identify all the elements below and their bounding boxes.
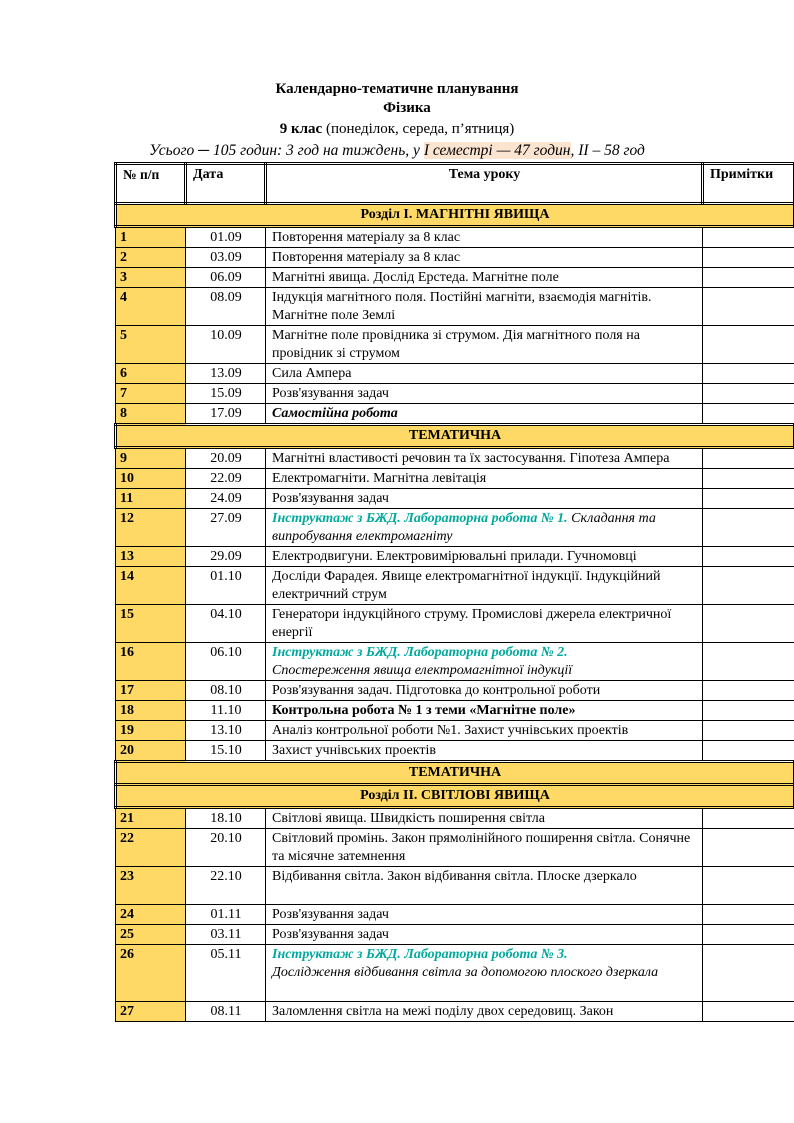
- lesson-date: 08.10: [186, 681, 266, 701]
- lesson-notes: [703, 905, 794, 925]
- section-thematic: ТЕМАТИЧНА: [116, 762, 794, 785]
- table-row: [116, 741, 794, 762]
- lab-topic: Дослідження відбивання світла за допомогою плоского дзеркала: [272, 965, 659, 980]
- lesson-number: 3: [116, 268, 186, 288]
- table-row: [116, 326, 794, 364]
- plan-table: [114, 162, 794, 1022]
- table-row: [116, 721, 794, 741]
- lesson-notes: [703, 268, 794, 288]
- hours-summary: [0, 142, 794, 160]
- lesson-date: 03.09: [186, 248, 266, 268]
- table-header-row: [116, 164, 794, 204]
- lab-topic: Спостереження явища електромагнітної індукції: [272, 663, 573, 678]
- lesson-topic: Електромагніти. Магнітна левітація: [266, 469, 703, 489]
- table-row: [116, 248, 794, 268]
- lesson-number: 12: [116, 509, 186, 547]
- lesson-notes: [703, 364, 794, 384]
- lesson-number: 17: [116, 681, 186, 701]
- lesson-number: 1: [116, 227, 186, 248]
- lesson-date: 01.10: [186, 567, 266, 605]
- table-row: [116, 404, 794, 425]
- lesson-topic: Досліди Фарадея. Явище електромагнітної індукції. Індукційний електричний струм: [266, 567, 703, 605]
- lesson-topic: [266, 945, 703, 1002]
- lesson-topic: Світловий промінь. Закон прямолінійного поширення світла. Сонячне та місячне затемнення: [266, 829, 703, 867]
- lesson-topic: Розв'язування задач: [266, 384, 703, 404]
- lesson-date: 22.10: [186, 867, 266, 905]
- lesson-number: 16: [116, 643, 186, 681]
- lesson-notes: [703, 741, 794, 762]
- lesson-date: 13.10: [186, 721, 266, 741]
- lesson-notes: [703, 326, 794, 364]
- table-row: [116, 547, 794, 567]
- lesson-topic: Контрольна робота № 1 з теми «Магнітне поле»: [266, 701, 703, 721]
- table-row: [116, 681, 794, 701]
- section-magnetic: Розділ І. МАГНІТНІ ЯВИЩА: [116, 204, 794, 227]
- lesson-notes: [703, 643, 794, 681]
- lesson-number: 15: [116, 605, 186, 643]
- lesson-number: 4: [116, 288, 186, 326]
- table-row: [116, 701, 794, 721]
- table-row: [116, 867, 794, 905]
- table-row: [116, 227, 794, 248]
- lesson-topic: Сила Ампера: [266, 364, 703, 384]
- lesson-notes: [703, 1002, 794, 1022]
- lab-topic: Складання та випробування електромагніту: [272, 511, 656, 544]
- lesson-date: 11.10: [186, 701, 266, 721]
- table-row: [116, 288, 794, 326]
- lesson-date: 01.11: [186, 905, 266, 925]
- lesson-number: 27: [116, 1002, 186, 1022]
- lesson-number: 10: [116, 469, 186, 489]
- table-row: [116, 489, 794, 509]
- lesson-notes: [703, 867, 794, 905]
- lesson-topic: Повторення матеріалу за 8 клас: [266, 227, 703, 248]
- lesson-topic: Магнітні властивості речовин та їх застосування. Гіпотеза Ампера: [266, 448, 703, 469]
- lesson-number: 14: [116, 567, 186, 605]
- header-date: Дата: [186, 164, 266, 204]
- lesson-topic: Світлові явища. Швидкість поширення світла: [266, 808, 703, 829]
- lesson-notes: [703, 248, 794, 268]
- table-row: [116, 945, 794, 1002]
- lesson-date: 27.09: [186, 509, 266, 547]
- grade: 9 клас: [279, 121, 323, 137]
- section-row: [116, 762, 794, 785]
- lesson-topic: [266, 643, 703, 681]
- lesson-number: 18: [116, 701, 186, 721]
- lesson-date: 20.09: [186, 448, 266, 469]
- table-row: [116, 268, 794, 288]
- lesson-topic: [266, 509, 703, 547]
- header-notes: Примітки: [703, 164, 794, 204]
- table-row: [116, 829, 794, 867]
- lesson-notes: [703, 489, 794, 509]
- lesson-number: 23: [116, 867, 186, 905]
- lesson-topic: Аналіз контрольної роботи №1. Захист учнівських проектів: [266, 721, 703, 741]
- lesson-number: 11: [116, 489, 186, 509]
- lesson-date: 29.09: [186, 547, 266, 567]
- lesson-date: 10.09: [186, 326, 266, 364]
- lesson-number: 9: [116, 448, 186, 469]
- lesson-notes: [703, 925, 794, 945]
- lesson-number: 13: [116, 547, 186, 567]
- section-row: [116, 425, 794, 448]
- table-row: [116, 509, 794, 547]
- lesson-date: 04.10: [186, 605, 266, 643]
- lab-instruction: Інструктаж з БЖД. Лабораторна робота № 1.: [272, 511, 568, 526]
- lesson-date: 06.09: [186, 268, 266, 288]
- section-light: Розділ ІІ. СВІТЛОВІ ЯВИЩА: [116, 785, 794, 808]
- summary-prefix: Усього ─ 105 годин: 3 год на тиждень, у: [149, 142, 424, 159]
- table-row: [116, 1002, 794, 1022]
- lesson-topic: Генератори індукційного струму. Промислові джерела електричної енергії: [266, 605, 703, 643]
- section-row: [116, 785, 794, 808]
- lesson-topic: Магнітні явища. Дослід Ерстеда. Магнітне поле: [266, 268, 703, 288]
- lesson-notes: [703, 227, 794, 248]
- lesson-topic: Захист учнівських проектів: [266, 741, 703, 762]
- lesson-number: 8: [116, 404, 186, 425]
- table-row: [116, 384, 794, 404]
- lesson-date: 05.11: [186, 945, 266, 1002]
- lesson-notes: [703, 448, 794, 469]
- lesson-number: 24: [116, 905, 186, 925]
- section-row: [116, 204, 794, 227]
- lesson-topic: Магнітне поле провідника зі струмом. Дія магнітного поля на провідник зі струмом: [266, 326, 703, 364]
- lesson-date: 03.11: [186, 925, 266, 945]
- grade-line: [0, 120, 794, 138]
- table-row: [116, 469, 794, 489]
- lesson-date: 13.09: [186, 364, 266, 384]
- header-topic: Тема уроку: [266, 164, 703, 204]
- table-row: [116, 643, 794, 681]
- lesson-notes: [703, 701, 794, 721]
- lesson-date: 20.10: [186, 829, 266, 867]
- lesson-topic: Електродвигуни. Електровимірювальні прилади. Гучномовці: [266, 547, 703, 567]
- lesson-topic: Відбивання світла. Закон відбивання світла. Плоске дзеркало: [266, 867, 703, 905]
- lesson-notes: [703, 547, 794, 567]
- lesson-date: 15.09: [186, 384, 266, 404]
- lesson-date: 06.10: [186, 643, 266, 681]
- table-row: [116, 808, 794, 829]
- lesson-number: 6: [116, 364, 186, 384]
- lesson-number: 21: [116, 808, 186, 829]
- lesson-topic: Заломлення світла на межі поділу двох середовищ. Закон: [266, 1002, 703, 1022]
- lab-instruction: Інструктаж з БЖД. Лабораторна робота № 3.: [272, 947, 568, 962]
- lesson-notes: [703, 721, 794, 741]
- lesson-number: 22: [116, 829, 186, 867]
- subject-title: Фізика: [383, 100, 431, 116]
- lesson-notes: [703, 509, 794, 547]
- lesson-topic: Розв'язування задач: [266, 905, 703, 925]
- table-row: [116, 567, 794, 605]
- lesson-date: 15.10: [186, 741, 266, 762]
- lesson-topic: Індукція магнітного поля. Постійні магніти, взаємодія магнітів. Магнітне поле Землі: [266, 288, 703, 326]
- header-number: № п/п: [116, 164, 186, 204]
- summary-suffix: , ІІ – 58 год: [570, 142, 645, 159]
- page-title: Календарно-тематичне планування: [275, 81, 519, 97]
- lesson-notes: [703, 945, 794, 1002]
- days: (понеділок, середа, п’ятниця): [322, 121, 515, 137]
- lesson-notes: [703, 567, 794, 605]
- lesson-number: 19: [116, 721, 186, 741]
- lesson-topic: Розв'язування задач. Підготовка до контрольної роботи: [266, 681, 703, 701]
- lesson-number: 25: [116, 925, 186, 945]
- table-row: [116, 364, 794, 384]
- lesson-date: 08.11: [186, 1002, 266, 1022]
- lesson-date: 22.09: [186, 469, 266, 489]
- table-row: [116, 905, 794, 925]
- lesson-notes: [703, 605, 794, 643]
- lesson-topic: Повторення матеріалу за 8 клас: [266, 248, 703, 268]
- summary-highlight: І семестрі — 47 годин: [423, 142, 571, 159]
- lesson-date: 24.09: [186, 489, 266, 509]
- table-row: [116, 925, 794, 945]
- lesson-notes: [703, 288, 794, 326]
- lesson-number: 26: [116, 945, 186, 1002]
- table-row: [116, 605, 794, 643]
- lesson-number: 5: [116, 326, 186, 364]
- lesson-date: 08.09: [186, 288, 266, 326]
- lesson-notes: [703, 384, 794, 404]
- lesson-notes: [703, 681, 794, 701]
- lesson-notes: [703, 808, 794, 829]
- lesson-notes: [703, 829, 794, 867]
- lesson-date: 18.10: [186, 808, 266, 829]
- lesson-topic: Самостійна робота: [266, 404, 703, 425]
- lesson-notes: [703, 404, 794, 425]
- lesson-number: 2: [116, 248, 186, 268]
- lab-instruction: Інструктаж з БЖД. Лабораторна робота № 2.: [272, 645, 568, 660]
- lesson-number: 7: [116, 384, 186, 404]
- lesson-topic: Розв'язування задач: [266, 489, 703, 509]
- lesson-number: 20: [116, 741, 186, 762]
- lesson-date: 01.09: [186, 227, 266, 248]
- lesson-topic: Розв'язування задач: [266, 925, 703, 945]
- lesson-notes: [703, 469, 794, 489]
- table-row: [116, 448, 794, 469]
- lesson-date: 17.09: [186, 404, 266, 425]
- section-thematic: ТЕМАТИЧНА: [116, 425, 794, 448]
